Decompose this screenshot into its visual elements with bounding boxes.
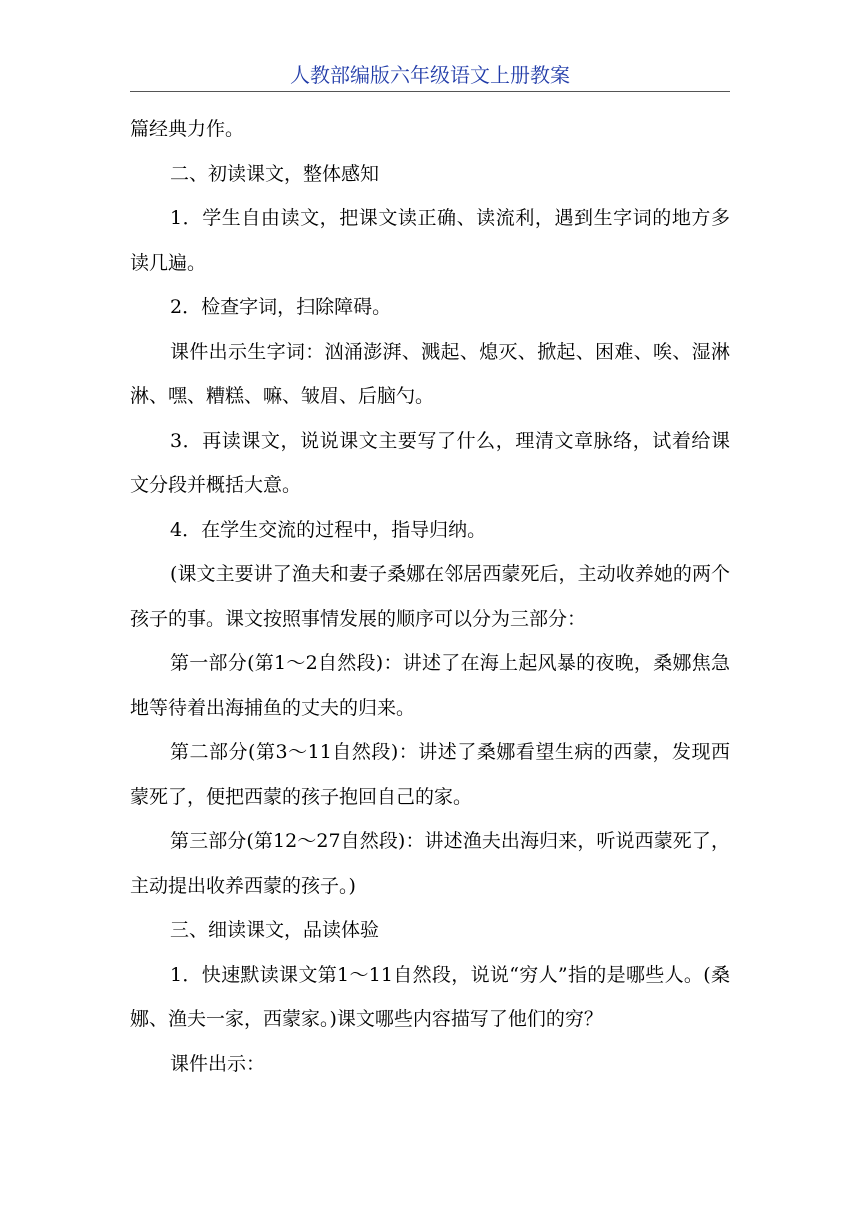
paragraph: 课件出示：	[170, 1052, 266, 1075]
page-header-title: 人教部编版六年级语文上册教案	[290, 63, 570, 87]
summary-part-two: 第二部分(第3～11自然段)：讲述了桑娜看望生病的西蒙，发现西蒙死了，便把西蒙的孩子抱回自己的家。	[130, 741, 730, 808]
paragraph: 1．快速默读课文第1～11自然段，说说“穷人”指的是哪些人。(桑娜、渔夫一家，西蒙家。)课文哪些内容描写了他们的穷？	[130, 963, 730, 1030]
paragraph: 4．在学生交流的过程中，指导归纳。	[170, 518, 487, 541]
paragraph: 篇经典力作。	[130, 118, 245, 140]
summary-part-three: 第三部分(第12～27自然段)：讲述渔夫出海归来，听说西蒙死了，主动提出收养西蒙的孩子。)	[130, 830, 730, 897]
section-heading: 三、细读课文，品读体验	[170, 919, 380, 941]
summary-part-one: 第一部分(第1～2自然段)：讲述了在海上起风暴的夜晚，桑娜焦急地等待着出海捕鱼的丈夫的归来。	[130, 652, 730, 719]
header-divider	[130, 91, 730, 92]
paragraph: 2．检查字词，扫除障碍。	[170, 296, 392, 318]
paragraph: 课件出示生字词：汹涌澎湃、溅起、熄灭、掀起、困难、唉、湿淋淋、嘿、糟糕、嘛、皱眉、后脑勺。	[130, 340, 730, 407]
paragraph: 3．再读课文，说说课文主要写了什么，理清文章脉络，试着给课文分段并概括大意。	[130, 429, 730, 496]
paragraph: 1．学生自由读文，把课文读正确、读流利，遇到生字词的地方多读几遍。	[130, 207, 730, 274]
summary-paragraph: (课文主要讲了渔夫和妻子桑娜在邻居西蒙死后，主动收养她的两个孩子的事。课文按照事情发展的顺序可以分为三部分：	[130, 563, 730, 630]
section-heading: 二、初读课文，整体感知	[170, 162, 380, 185]
document-body	[130, 107, 730, 1086]
